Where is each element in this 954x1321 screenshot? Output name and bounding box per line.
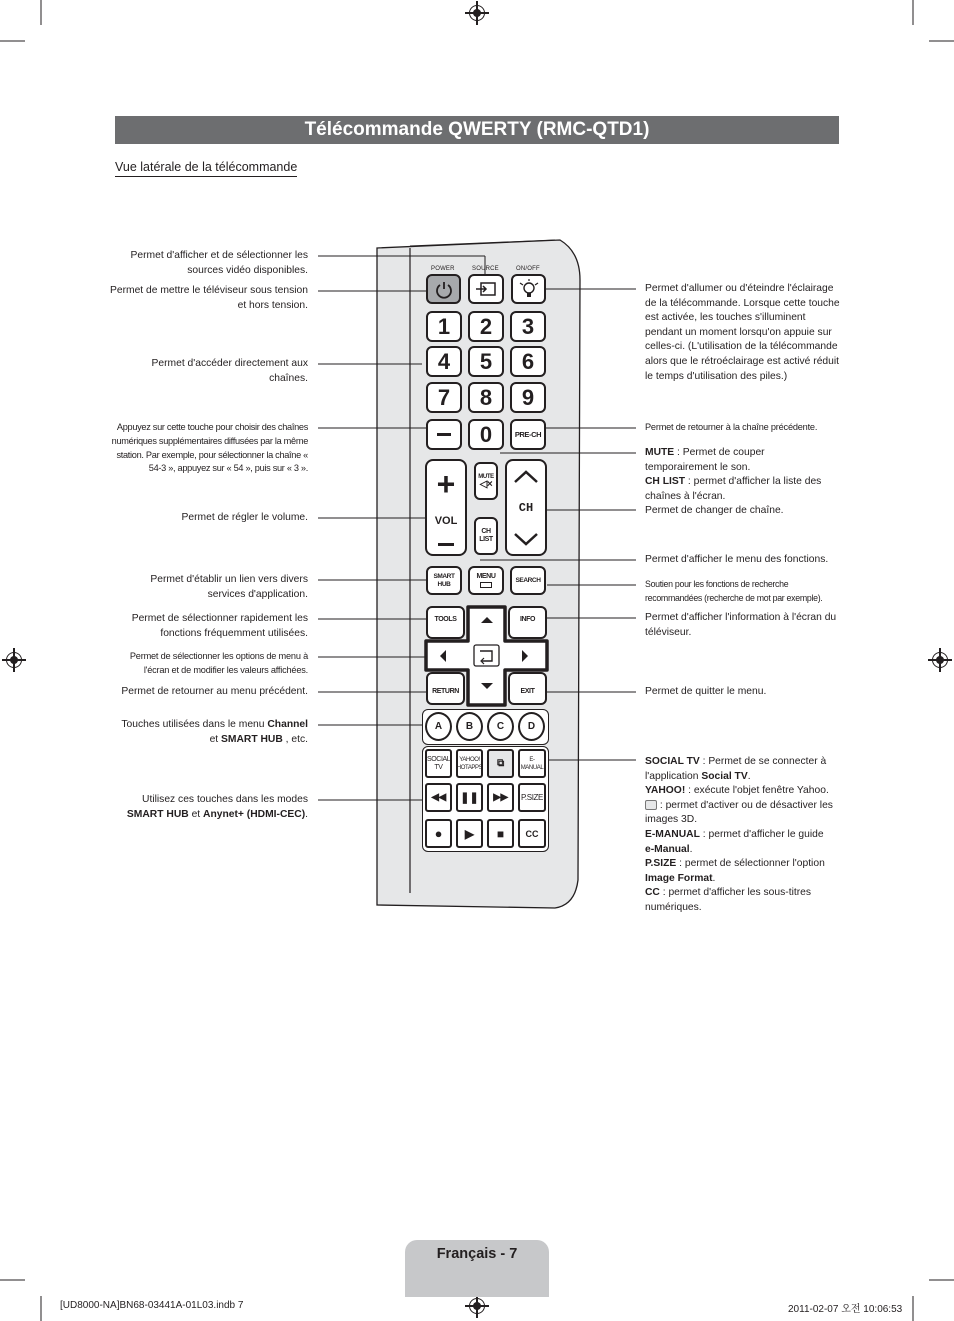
mute-label: MUTE: [478, 474, 494, 480]
callout-media-keys: Utilisez ces touches dans les modes SMART HUB et Anynet+ (HDMI-CEC).: [126, 794, 308, 820]
source-icon: [475, 281, 497, 297]
menu-label: MENU: [476, 573, 496, 580]
callout-return: Permet de retourner au menu précédent.: [121, 686, 308, 697]
channel-down-icon: [513, 532, 539, 546]
digit-4-button[interactable]: 4: [426, 346, 462, 377]
stop-icon: ■: [496, 826, 505, 841]
dash-button[interactable]: [426, 419, 462, 450]
source-button[interactable]: [468, 274, 504, 304]
source-label: SOURCE: [472, 266, 499, 272]
play-button[interactable]: [456, 819, 483, 848]
nav-down-button[interactable]: [470, 673, 503, 703]
digit-9-button[interactable]: 9: [510, 382, 546, 413]
callout-prech: Permet de retourner à la chaîne précédente.: [645, 422, 818, 432]
nav-up-button[interactable]: [470, 609, 503, 639]
dash-icon: [437, 433, 451, 436]
callout-info: Permet d'afficher l'information à l'écran du téléviseur.: [645, 612, 837, 638]
record-button[interactable]: [425, 819, 452, 848]
digit-6-button[interactable]: 6: [510, 346, 546, 377]
pause-button[interactable]: [456, 783, 483, 812]
power-button[interactable]: [426, 274, 461, 304]
callout-power: Permet de mettre le téléviseur sous tension et hors tension.: [109, 285, 308, 311]
ch-label: CH: [518, 500, 534, 515]
callout-navigation: Permet de sélectionner les options de menu à l'écran et de modifier les valeurs affichées.: [129, 651, 308, 675]
return-button[interactable]: RETURN: [426, 672, 465, 705]
speaker-icon: ◁×: [479, 479, 493, 490]
callout-mute-chlist: MUTE : Permet de couper temporairement le son. CH LIST : permet d'afficher la liste des chaînes à l'écran.: [645, 447, 822, 502]
file-info: [UD8000-NA]BN68-03441A-01L03.indb 7: [60, 1300, 244, 1311]
print-date: 2011-02-07 오전 10:06:53: [788, 1304, 903, 1315]
play-icon: ▶: [464, 826, 475, 841]
section-subtitle: Vue latérale de la télécommande: [115, 160, 297, 177]
stop-button[interactable]: [487, 819, 514, 848]
nav-left-button[interactable]: [428, 643, 468, 668]
volume-up-icon: +: [436, 466, 456, 502]
rewind-button[interactable]: [425, 783, 452, 812]
page-title: Télécommande QWERTY (RMC-QTD1): [115, 116, 839, 144]
digit-5-button[interactable]: 5: [468, 346, 504, 377]
channel-up-icon: [513, 470, 539, 484]
digit-0-button[interactable]: 0: [468, 419, 504, 450]
digit-3-button[interactable]: 3: [510, 311, 546, 342]
digit-8-button[interactable]: 8: [468, 382, 504, 413]
onoff-label: ON/OFF: [516, 266, 540, 272]
prech-button[interactable]: PRE-CH: [510, 419, 546, 450]
page-number-tab: Français - 7: [405, 1240, 549, 1297]
rewind-icon: ◀◀: [431, 791, 446, 803]
callout-smart-hub: Permet d'établir un lien vers divers services d'application.: [150, 574, 308, 600]
search-button[interactable]: SEARCH: [510, 566, 546, 595]
onoff-light-button[interactable]: [511, 274, 546, 304]
color-b-button[interactable]: B: [456, 712, 483, 741]
mute-button[interactable]: [474, 462, 498, 500]
color-c-button[interactable]: C: [487, 712, 514, 741]
power-icon: [434, 279, 454, 299]
channel-rocker[interactable]: [505, 459, 547, 556]
smart-hub-button[interactable]: SMART HUB: [426, 566, 462, 595]
yahoo-button[interactable]: YAHOO! HOTAPPS: [456, 749, 483, 778]
light-bulb-icon: [518, 279, 540, 299]
callout-search: Soutien pour les fonctions de recherche recommandées (recherche de mot par exemple).: [645, 579, 823, 603]
volume-rocker[interactable]: [425, 459, 467, 556]
chlist-button[interactable]: CH LIST: [474, 517, 498, 555]
callout-exit: Permet de quitter le menu.: [645, 686, 767, 697]
callout-onoff: Permet d'allumer ou d'éteindre l'éclairage de la télécommande. Lorsque cette touche est activée, les touches s'illuminent pendant un moment lorsqu'on appuie sur celles-ci. (L'utilisation de la télécommande alors que le rétroéclairage est activé réduit le temps d'utilisation des piles.): [645, 283, 840, 382]
tools-button[interactable]: TOOLS: [426, 606, 465, 639]
3d-icon: [645, 800, 657, 810]
power-label: POWER: [431, 266, 455, 272]
cc-button[interactable]: CC: [518, 819, 546, 848]
nav-right-button[interactable]: [505, 643, 545, 668]
emanual-button[interactable]: E-MANUAL: [518, 749, 546, 778]
vol-label: VOL: [434, 515, 458, 527]
record-icon: ●: [434, 826, 443, 841]
3d-glasses-icon: ⧉: [497, 757, 504, 769]
fast-forward-icon: ▶▶: [493, 791, 508, 803]
menu-button[interactable]: [468, 566, 504, 595]
callout-menu: Permet d'afficher le menu des fonctions.: [645, 554, 829, 565]
callout-source: Permet d'afficher et de sélectionner les sources vidéo disponibles.: [130, 250, 308, 276]
color-a-button[interactable]: A: [425, 712, 452, 741]
3d-button[interactable]: [487, 749, 514, 778]
callout-media-right: SOCIAL TV : Permet de se connecter à l'application Social TV. YAHOO! : exécute l'objet fenêtre Yahoo. : permet d'activer ou de désactiver les images 3D. E-MANUAL : permet d'afficher le guide e-Manual. P.SIZE : permet de sélectionner l'option Image Format. CC : permet d'afficher les sous-titres numériques.: [645, 756, 833, 913]
psize-button[interactable]: P.SIZE: [518, 783, 546, 812]
volume-down-icon: [438, 543, 454, 546]
digit-2-button[interactable]: 2: [468, 311, 504, 342]
pause-icon: ❚❚: [460, 792, 479, 804]
callout-color-keys: Touches utilisées dans le menu Channel et SMART HUB , etc.: [121, 719, 308, 745]
callout-numbers: Permet d'accéder directement aux chaînes.: [151, 358, 308, 384]
callout-tools: Permet de sélectionner rapidement les fonctions fréquemment utilisées.: [131, 613, 308, 639]
callout-volume: Permet de régler le volume.: [181, 512, 308, 523]
nav-ok-button[interactable]: [474, 645, 499, 666]
fast-forward-button[interactable]: [487, 783, 514, 812]
callout-channel: Permet de changer de chaîne.: [645, 505, 784, 516]
digit-1-button[interactable]: 1: [426, 311, 462, 342]
exit-button[interactable]: EXIT: [508, 672, 547, 705]
color-d-button[interactable]: D: [518, 712, 545, 741]
menu-icon: [480, 582, 492, 588]
callout-dash: Appuyez sur cette touche pour choisir des chaînes numériques supplémentaires diffusées par la même station. Par exemple, pour sélectionner la chaîne « 54-3 », appuyez sur « 54 », puis sur « 3 ».: [111, 422, 308, 474]
info-button[interactable]: INFO: [508, 606, 547, 639]
digit-7-button[interactable]: 7: [426, 382, 462, 413]
social-tv-button[interactable]: SOCIAL TV: [425, 749, 452, 778]
